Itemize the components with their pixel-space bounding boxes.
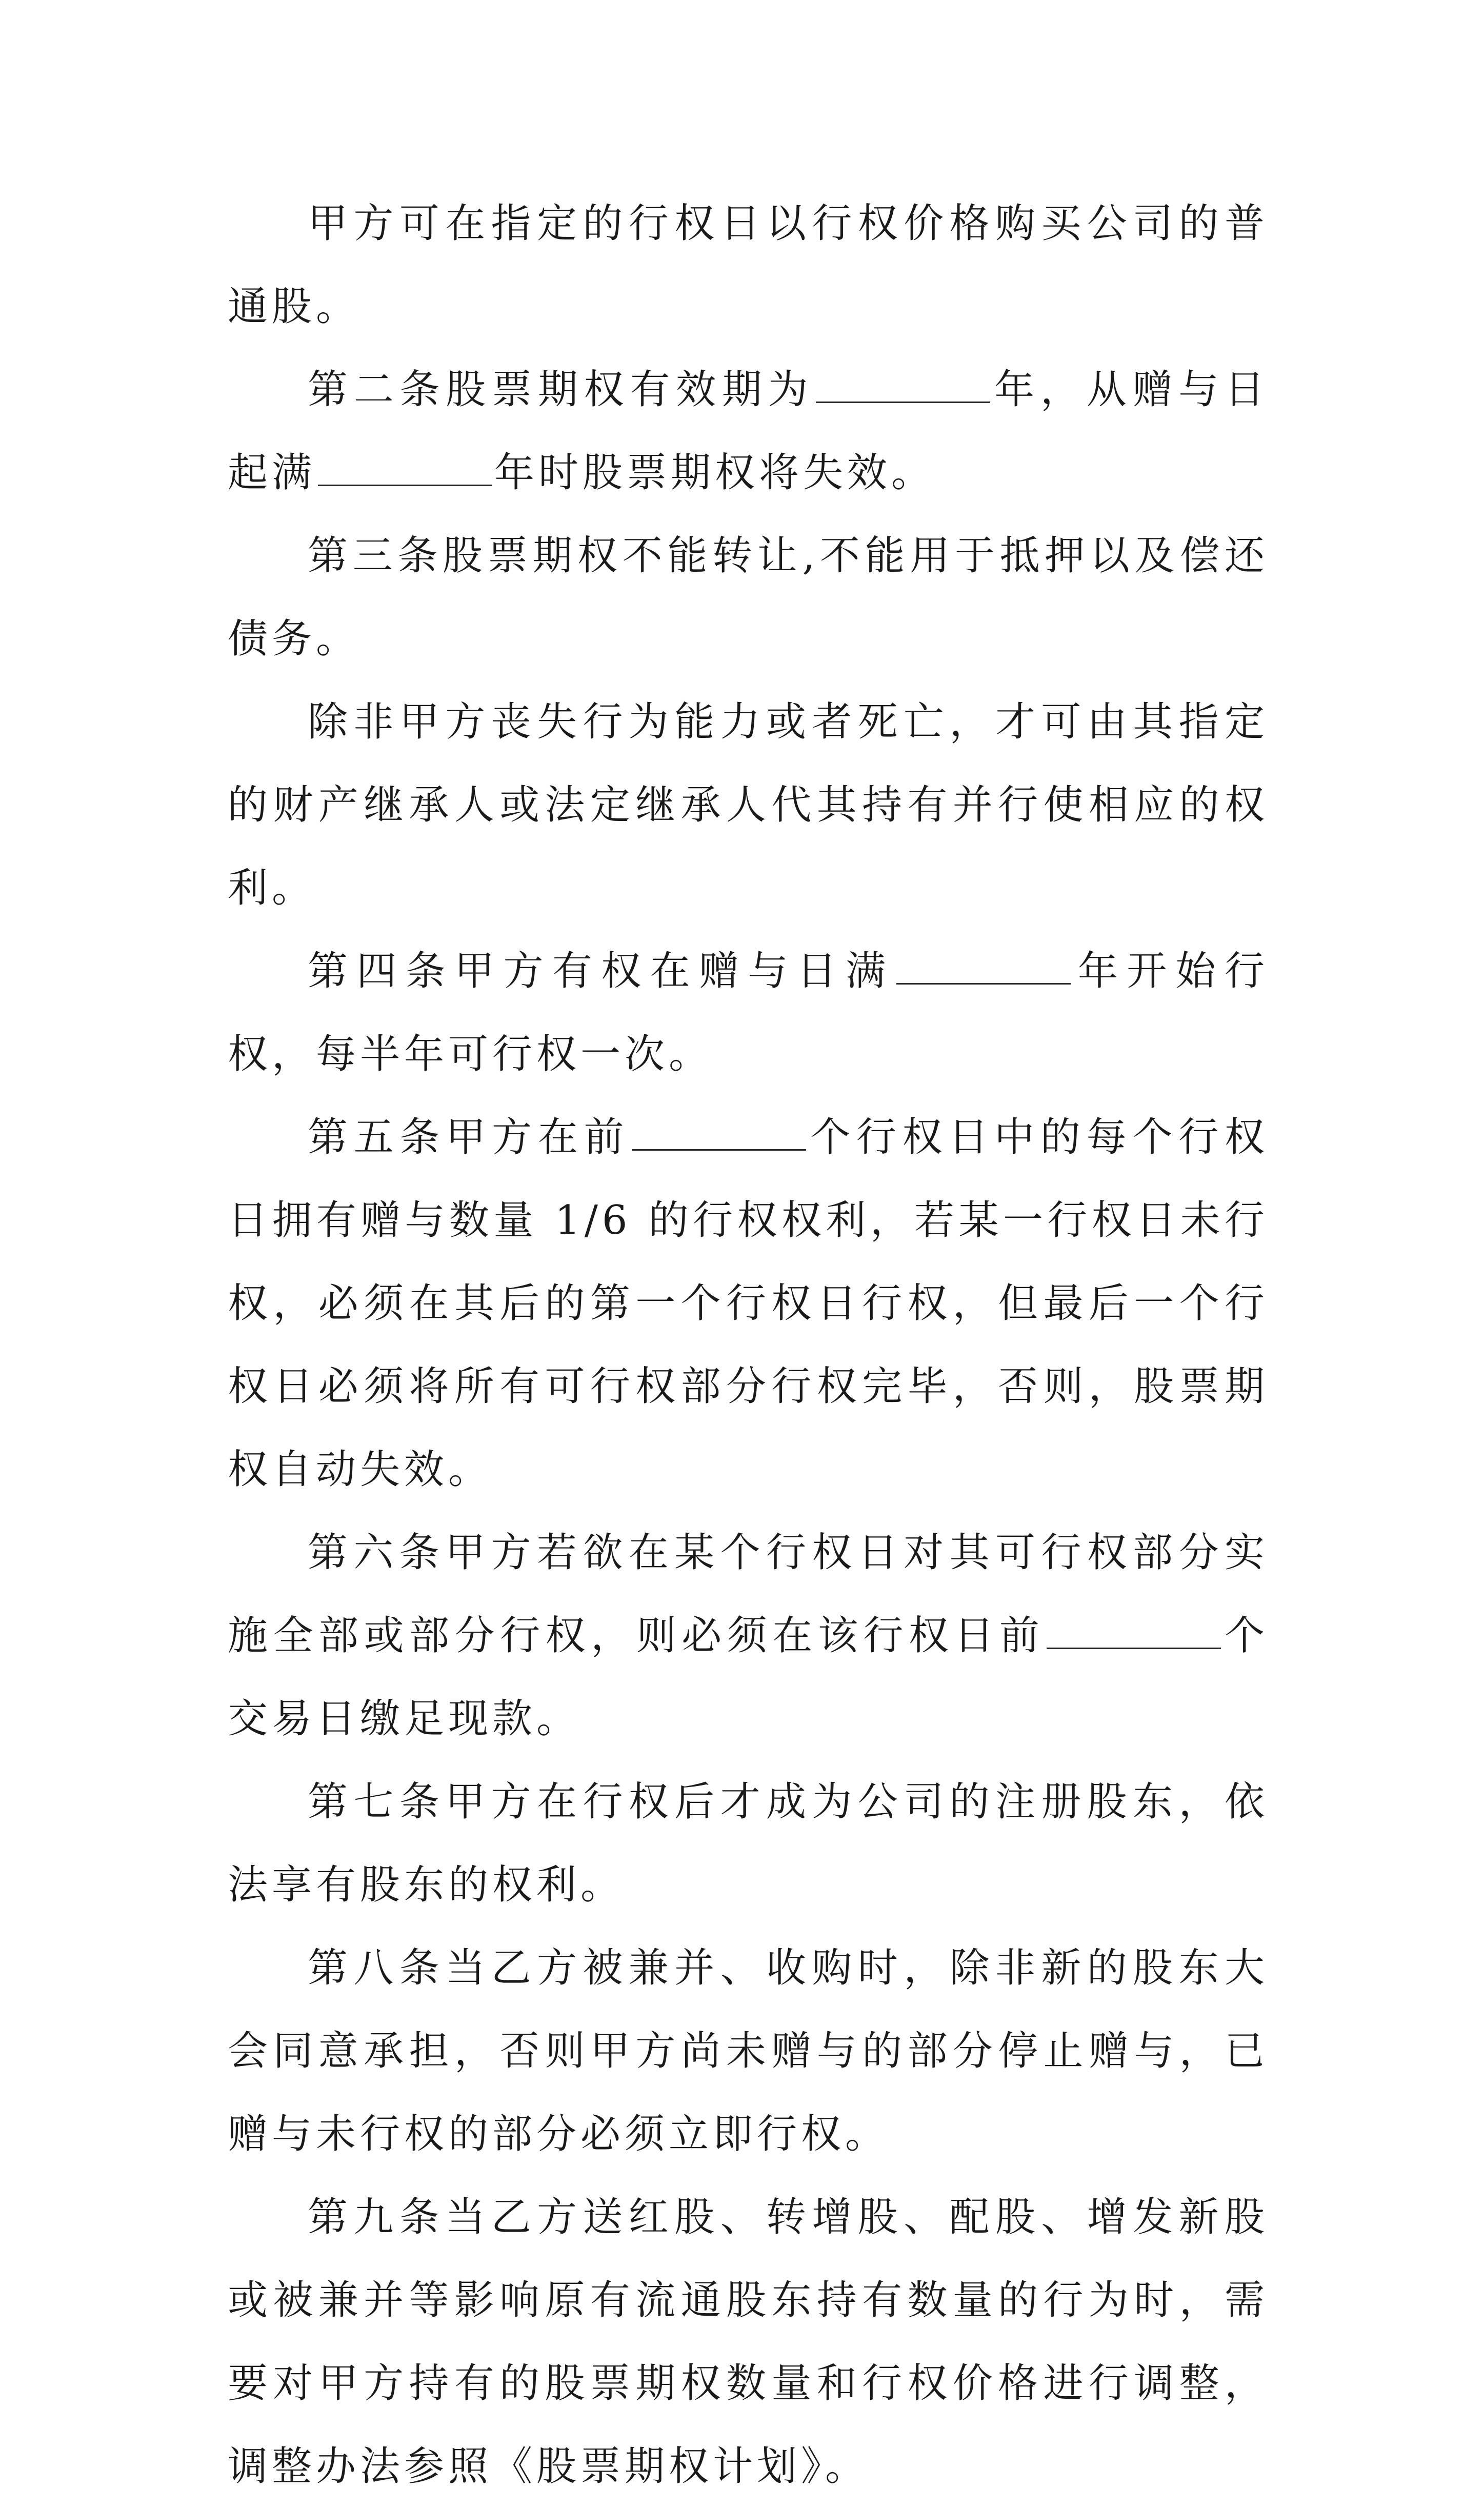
fill-in-blank (318, 455, 492, 486)
paragraph-text: 第五条甲方在前 (308, 1114, 630, 1160)
paragraph-text: 第六条甲方若欲在某个行权日对其可行权部分实施全部或部分行权，则必须在该行权日前 (228, 1530, 1269, 1659)
paragraph-text: 年开始行权，每半年可行权一次。 (228, 948, 1269, 1077)
paragraph-article-2 (228, 348, 1269, 514)
paragraph-article-7 (228, 1760, 1269, 1927)
paragraph-text: 第七条甲方在行权后才成为公司的注册股东，依法享有股东的权利。 (228, 1779, 1269, 1908)
fill-in-blank (816, 372, 990, 403)
paragraph-article-4 (228, 930, 1269, 1096)
paragraph-text: 甲方可在指定的行权日以行权价格购买公司的普通股。 (228, 200, 1269, 330)
paragraph-text: 第九条当乙方送红股、转增股、配股、增发新股或被兼并等影响原有流通股东持有数量的行为时，需要对甲方持有的股票期权数量和行权价格进行调整，调整办法参照《股票期权计划》。 (228, 2194, 1269, 2490)
fill-in-blank (632, 1119, 806, 1151)
paragraph-article-6 (228, 1511, 1269, 1760)
paragraph-article-9 (228, 2176, 1269, 2508)
paragraph-text: 第八条当乙方被兼并、收购时，除非新的股东大会同意承担，否则甲方尚未赠与的部分停止赠与，已赠与未行权的部分必须立即行权。 (228, 1945, 1269, 2157)
paragraph-text: 第二条股票期权有效期为 (308, 367, 814, 413)
paragraph-article-5 (228, 1096, 1269, 1511)
paragraph-text: 年，从赠与日起满 (228, 367, 1269, 496)
paragraph-text: 第四条甲方有权在赠与日满 (308, 948, 895, 994)
paragraph-article-3 (228, 514, 1269, 680)
paragraph-article-8 (228, 1927, 1269, 2176)
paragraph-text: 个行权日中的每个行权日拥有赠与数量 1/6 的行权权利，若某一行权日未行权，必须在其后的第一个行权日行权，但最后一个行权日必须将所有可行权部分行权完毕，否则，股票期权自动失效。 (228, 1114, 1269, 1493)
fill-in-blank (1047, 1618, 1221, 1649)
fill-in-blank (896, 953, 1071, 985)
paragraph-text: 个交易日缴足现款。 (228, 1613, 1269, 1742)
paragraph-text: 除非甲方丧失行为能力或者死亡，才可由其指定的财产继承人或法定继承人代其持有并行使相应的权利。 (228, 699, 1269, 911)
paragraph-inheritance (228, 680, 1269, 930)
paragraph-text: 第三条股票期权不能转让,不能用于抵押以及偿还债务。 (228, 533, 1269, 662)
paragraph-purchase-right (228, 182, 1269, 348)
paragraph-text: 年时股票期权将失效。 (494, 450, 936, 496)
document-body (228, 182, 1269, 2508)
